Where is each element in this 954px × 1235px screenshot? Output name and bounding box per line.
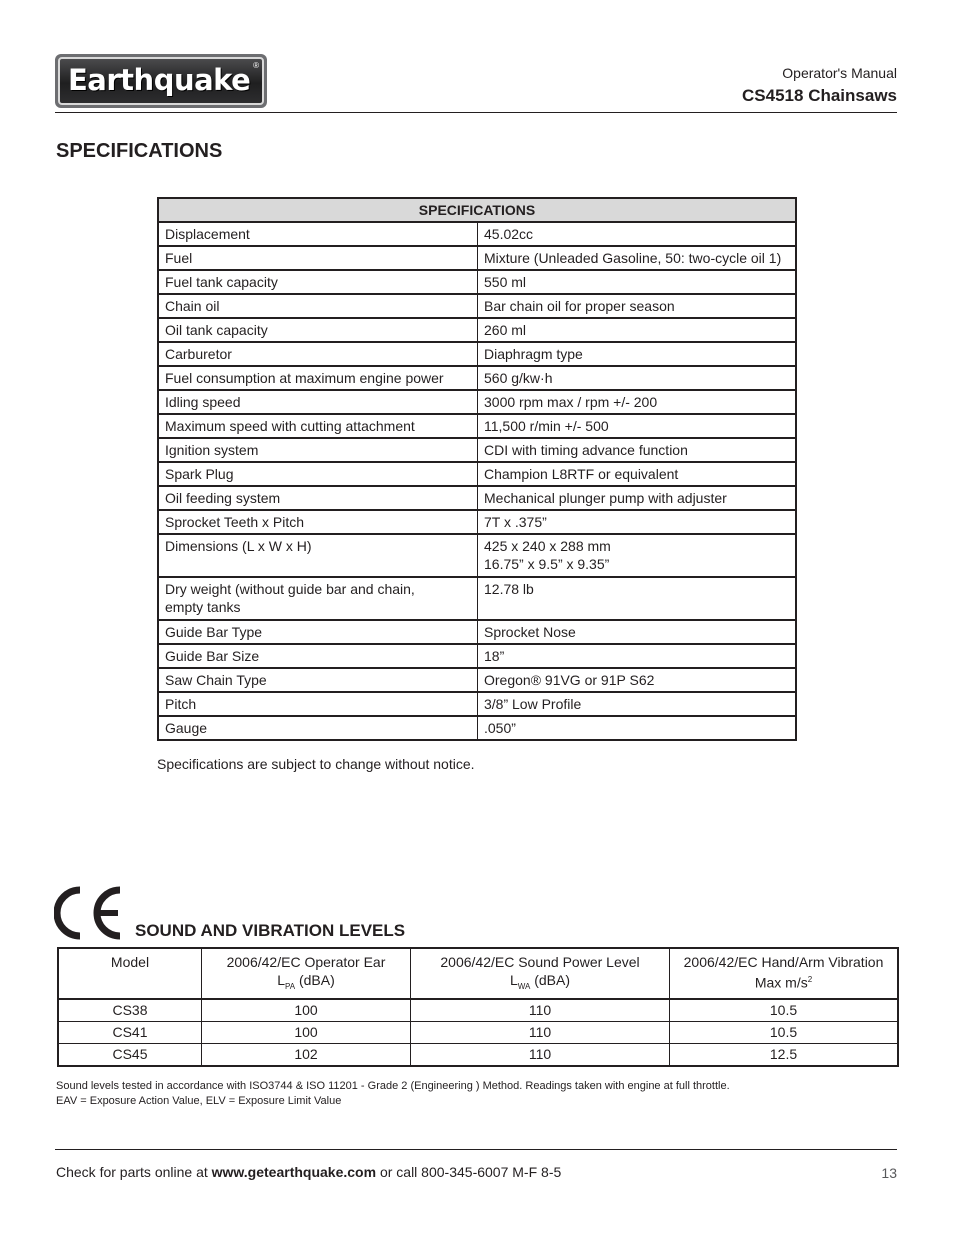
col-header-operator-ear: 2006/42/EC Operator Ear $L_{PA}$ (dBA) xyxy=(202,948,411,999)
manual-subtitle: Operator's Manual xyxy=(782,65,897,81)
table-header-row xyxy=(58,948,898,999)
cell-ear: 100 xyxy=(202,1022,411,1044)
col-header-sound-power: 2006/42/EC Sound Power Level $L_{WA}$ (dBA) xyxy=(411,948,670,999)
spec-label: Oil tank capacity xyxy=(158,318,478,342)
spec-value: 12.78 lb xyxy=(478,577,797,620)
brand-logo-text: Earthquake xyxy=(68,63,251,97)
spec-label: Fuel tank capacity xyxy=(158,270,478,294)
spec-label: Maximum speed with cutting attachment xyxy=(158,414,478,438)
footer-suffix: or call 800-345-6007 M-F 8-5 xyxy=(376,1164,562,1180)
spec-label: Chain oil xyxy=(158,294,478,318)
spec-value: Bar chain oil for proper season xyxy=(478,294,797,318)
table-row xyxy=(58,1022,898,1044)
table-row xyxy=(158,294,796,318)
spec-value: 560 g/kw·h xyxy=(478,366,797,390)
cell-power: 110 xyxy=(411,1044,670,1067)
spec-label: Spark Plug xyxy=(158,462,478,486)
sound-note-method: Sound levels tested in accordance with ISO3744 & ISO 11201 - Grade 2 (Engineering ) Method. Readings taken with engine at full throttle. xyxy=(56,1080,730,1092)
spec-label: Ignition system xyxy=(158,438,478,462)
table-row xyxy=(158,366,796,390)
spec-label: Displacement xyxy=(158,222,478,246)
spec-value: 45.02cc xyxy=(478,222,797,246)
table-row xyxy=(158,486,796,510)
spec-label: Pitch xyxy=(158,692,478,716)
spec-value: 7T x .375” xyxy=(478,510,797,534)
spec-value: Diaphragm type xyxy=(478,342,797,366)
cell-model: CS41 xyxy=(58,1022,202,1044)
table-row xyxy=(158,510,796,534)
table-row xyxy=(58,1044,898,1067)
cell-vib: 12.5 xyxy=(670,1044,899,1067)
table-row xyxy=(158,390,796,414)
manual-title: CS4518 Chainsaws xyxy=(742,86,897,105)
spec-value: 3000 rpm max / rpm +/- 200 xyxy=(478,390,797,414)
cell-ear: 100 xyxy=(202,999,411,1022)
spec-value: Mixture (Unleaded Gasoline, 50: two-cycle oil 1) xyxy=(478,246,797,270)
table-row xyxy=(158,462,796,486)
footer-website-link[interactable]: www.getearthquake.com xyxy=(211,1164,377,1180)
col-header-model: Model xyxy=(58,948,202,999)
spec-value: 550 ml xyxy=(478,270,797,294)
cell-ear: 102 xyxy=(202,1044,411,1067)
spec-label: Idling speed xyxy=(158,390,478,414)
table-row xyxy=(158,692,796,716)
table-row xyxy=(158,644,796,668)
table-heading: SPECIFICATIONS xyxy=(158,198,796,222)
table-row xyxy=(158,342,796,366)
spec-label: Sprocket Teeth x Pitch xyxy=(158,510,478,534)
page-title: SPECIFICATIONS xyxy=(56,140,223,162)
table-row xyxy=(158,534,796,577)
brand-logo-plate xyxy=(58,57,264,105)
table-row xyxy=(158,438,796,462)
specifications-table xyxy=(157,197,797,741)
ce-mark-icon xyxy=(54,886,126,940)
spec-label: Saw Chain Type xyxy=(158,668,478,692)
spec-label: Guide Bar Size xyxy=(158,644,478,668)
spec-value: Oregon® 91VG or 91P S62 xyxy=(478,668,797,692)
spec-label: Fuel consumption at maximum engine power xyxy=(158,366,478,390)
table-row xyxy=(158,318,796,342)
spec-value: Sprocket Nose xyxy=(478,620,797,644)
spec-value: 260 ml xyxy=(478,318,797,342)
cell-power: 110 xyxy=(411,1022,670,1044)
table-row xyxy=(58,999,898,1022)
registered-mark: ® xyxy=(253,61,259,70)
footer-divider xyxy=(55,1149,897,1150)
cell-vib: 10.5 xyxy=(670,999,899,1022)
cell-power: 110 xyxy=(411,999,670,1022)
spec-label: Dimensions (L x W x H) xyxy=(158,534,478,577)
specifications-note: Specifications are subject to change without notice. xyxy=(157,756,475,772)
page-number: 13 xyxy=(881,1165,897,1181)
table-row xyxy=(158,668,796,692)
spec-label: Carburetor xyxy=(158,342,478,366)
spec-value: .050” xyxy=(478,716,797,740)
spec-value: 3/8” Low Profile xyxy=(478,692,797,716)
sound-section-title: SOUND AND VIBRATION LEVELS xyxy=(135,921,406,940)
table-header-row xyxy=(158,198,796,222)
table-row xyxy=(158,246,796,270)
cell-vib: 10.5 xyxy=(670,1022,899,1044)
table-row xyxy=(158,270,796,294)
brand-logo xyxy=(55,54,267,108)
footer-prefix: Check for parts online at xyxy=(56,1164,212,1180)
header-divider xyxy=(55,112,897,113)
spec-label: Guide Bar Type xyxy=(158,620,478,644)
spec-label: Fuel xyxy=(158,246,478,270)
table-row xyxy=(158,577,796,620)
sound-notes xyxy=(56,1079,730,1109)
specifications-body xyxy=(158,222,796,740)
spec-value: 18” xyxy=(478,644,797,668)
spec-label: Dry weight (without guide bar and chain, empty tanks xyxy=(158,577,478,620)
spec-label: Gauge xyxy=(158,716,478,740)
sound-note-definitions: EAV = Exposure Action Value, ELV = Exposure Limit Value xyxy=(56,1095,342,1107)
col-header-vibration: 2006/42/EC Hand/Arm Vibration Max $m/s^2$ xyxy=(670,948,899,999)
spec-value: 11,500 r/min +/- 500 xyxy=(478,414,797,438)
table-row xyxy=(158,716,796,740)
table-row xyxy=(158,620,796,644)
spec-value: Champion L8RTF or equivalent xyxy=(478,462,797,486)
sound-vibration-table xyxy=(57,947,899,1067)
sound-vibration-body xyxy=(58,999,898,1066)
cell-model: CS45 xyxy=(58,1044,202,1067)
spec-value: 425 x 240 x 288 mm 16.75” x 9.5” x 9.35” xyxy=(478,534,797,577)
spec-value: CDI with timing advance function xyxy=(478,438,797,462)
table-row xyxy=(158,414,796,438)
spec-label: Oil feeding system xyxy=(158,486,478,510)
footer-contact xyxy=(56,1164,561,1180)
cell-model: CS38 xyxy=(58,999,202,1022)
table-row xyxy=(158,222,796,246)
spec-value: Mechanical plunger pump with adjuster xyxy=(478,486,797,510)
